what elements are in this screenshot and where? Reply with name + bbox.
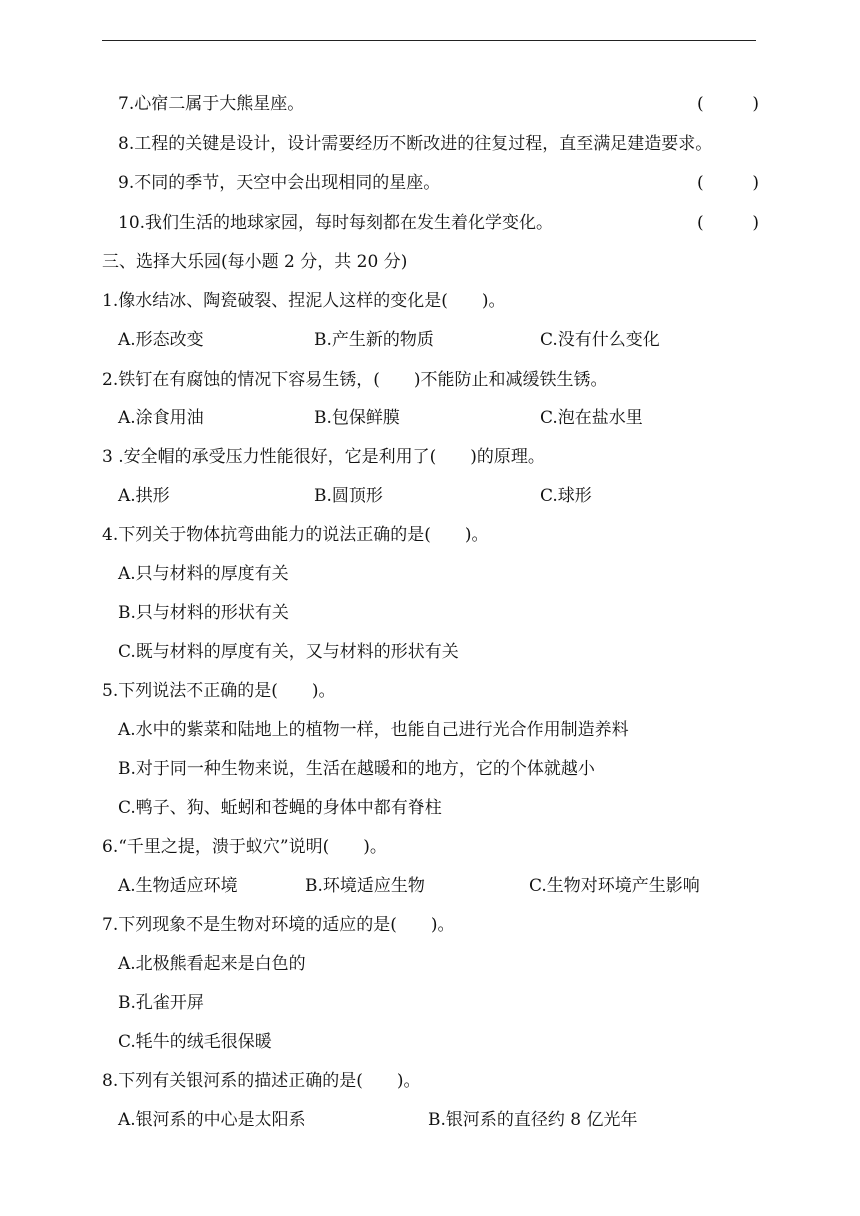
option-3c: C.球形: [540, 486, 592, 506]
answer-paren-7: ( ): [697, 94, 759, 114]
option-4b: B.只与材料的形状有关: [118, 603, 289, 623]
option-6c: C.生物对环境产生影响: [529, 876, 700, 896]
option-2b: B.包保鲜膜: [314, 408, 400, 428]
option-8b: B.银河系的直径约 8 亿光年: [428, 1110, 638, 1130]
option-3b: B.圆顶形: [314, 486, 383, 506]
option-8a: A.银河系的中心是太阳系: [118, 1110, 306, 1130]
question-stem-8: 8.下列有关银河系的描述正确的是( )。: [102, 1071, 421, 1091]
question-stem-6: 6.“千里之提，溃于蚁穴”说明( )。: [102, 837, 387, 857]
judge-item-7: 7.心宿二属于大熊星座。: [118, 94, 305, 114]
option-6b: B.环境适应生物: [305, 876, 425, 896]
option-6a: A.生物适应环境: [118, 876, 238, 896]
answer-paren-9: ( ): [697, 173, 759, 193]
question-stem-2: 2.铁钉在有腐蚀的情况下容易生锈，( )不能防止和减缓铁生锈。: [102, 370, 608, 390]
option-7c: C.牦牛的绒毛很保暖: [118, 1032, 272, 1052]
judge-item-9: 9.不同的季节，天空中会出现相同的星座。: [118, 173, 441, 193]
question-stem-5: 5.下列说法不正确的是( )。: [102, 681, 336, 701]
option-4a: A.只与材料的厚度有关: [118, 564, 289, 584]
option-7b: B.孔雀开屏: [118, 993, 204, 1013]
option-1a: A.形态改变: [118, 330, 204, 350]
option-5b: B.对于同一种生物来说，生活在越暖和的地方，它的个体就越小: [118, 759, 595, 779]
option-2c: C.泡在盐水里: [540, 408, 643, 428]
question-stem-1: 1.像水结冰、陶瓷破裂、捏泥人这样的变化是( )。: [102, 291, 506, 311]
judge-item-10: 10.我们生活的地球家园，每时每刻都在发生着化学变化。: [118, 213, 554, 233]
option-4c: C.既与材料的厚度有关，又与材料的形状有关: [118, 642, 459, 662]
section-title: 三、选择大乐园(每小题 2 分，共 20 分): [102, 252, 408, 272]
option-1b: B.产生新的物质: [314, 330, 434, 350]
question-stem-4: 4.下列关于物体抗弯曲能力的说法正确的是( )。: [102, 525, 489, 545]
option-3a: A.拱形: [118, 486, 170, 506]
option-1c: C.没有什么变化: [540, 330, 660, 350]
question-stem-3: 3 .安全帽的承受压力性能很好，它是利用了( )的原理。: [102, 447, 545, 467]
header-rule: [102, 40, 756, 41]
option-5c: C.鸭子、狗、蚯蚓和苍蝇的身体中都有脊柱: [118, 798, 442, 818]
option-5a: A.水中的紫菜和陆地上的植物一样，也能自己进行光合作用制造养料: [118, 720, 629, 740]
answer-paren-10: ( ): [697, 213, 759, 233]
option-7a: A.北极熊看起来是白色的: [118, 954, 306, 974]
option-2a: A.涂食用油: [118, 408, 204, 428]
question-stem-7: 7.下列现象不是生物对环境的适应的是( )。: [102, 915, 455, 935]
judge-item-8: 8.工程的关键是设计，设计需要经历不断改进的往复过程，直至满足建造要求。: [118, 134, 713, 154]
